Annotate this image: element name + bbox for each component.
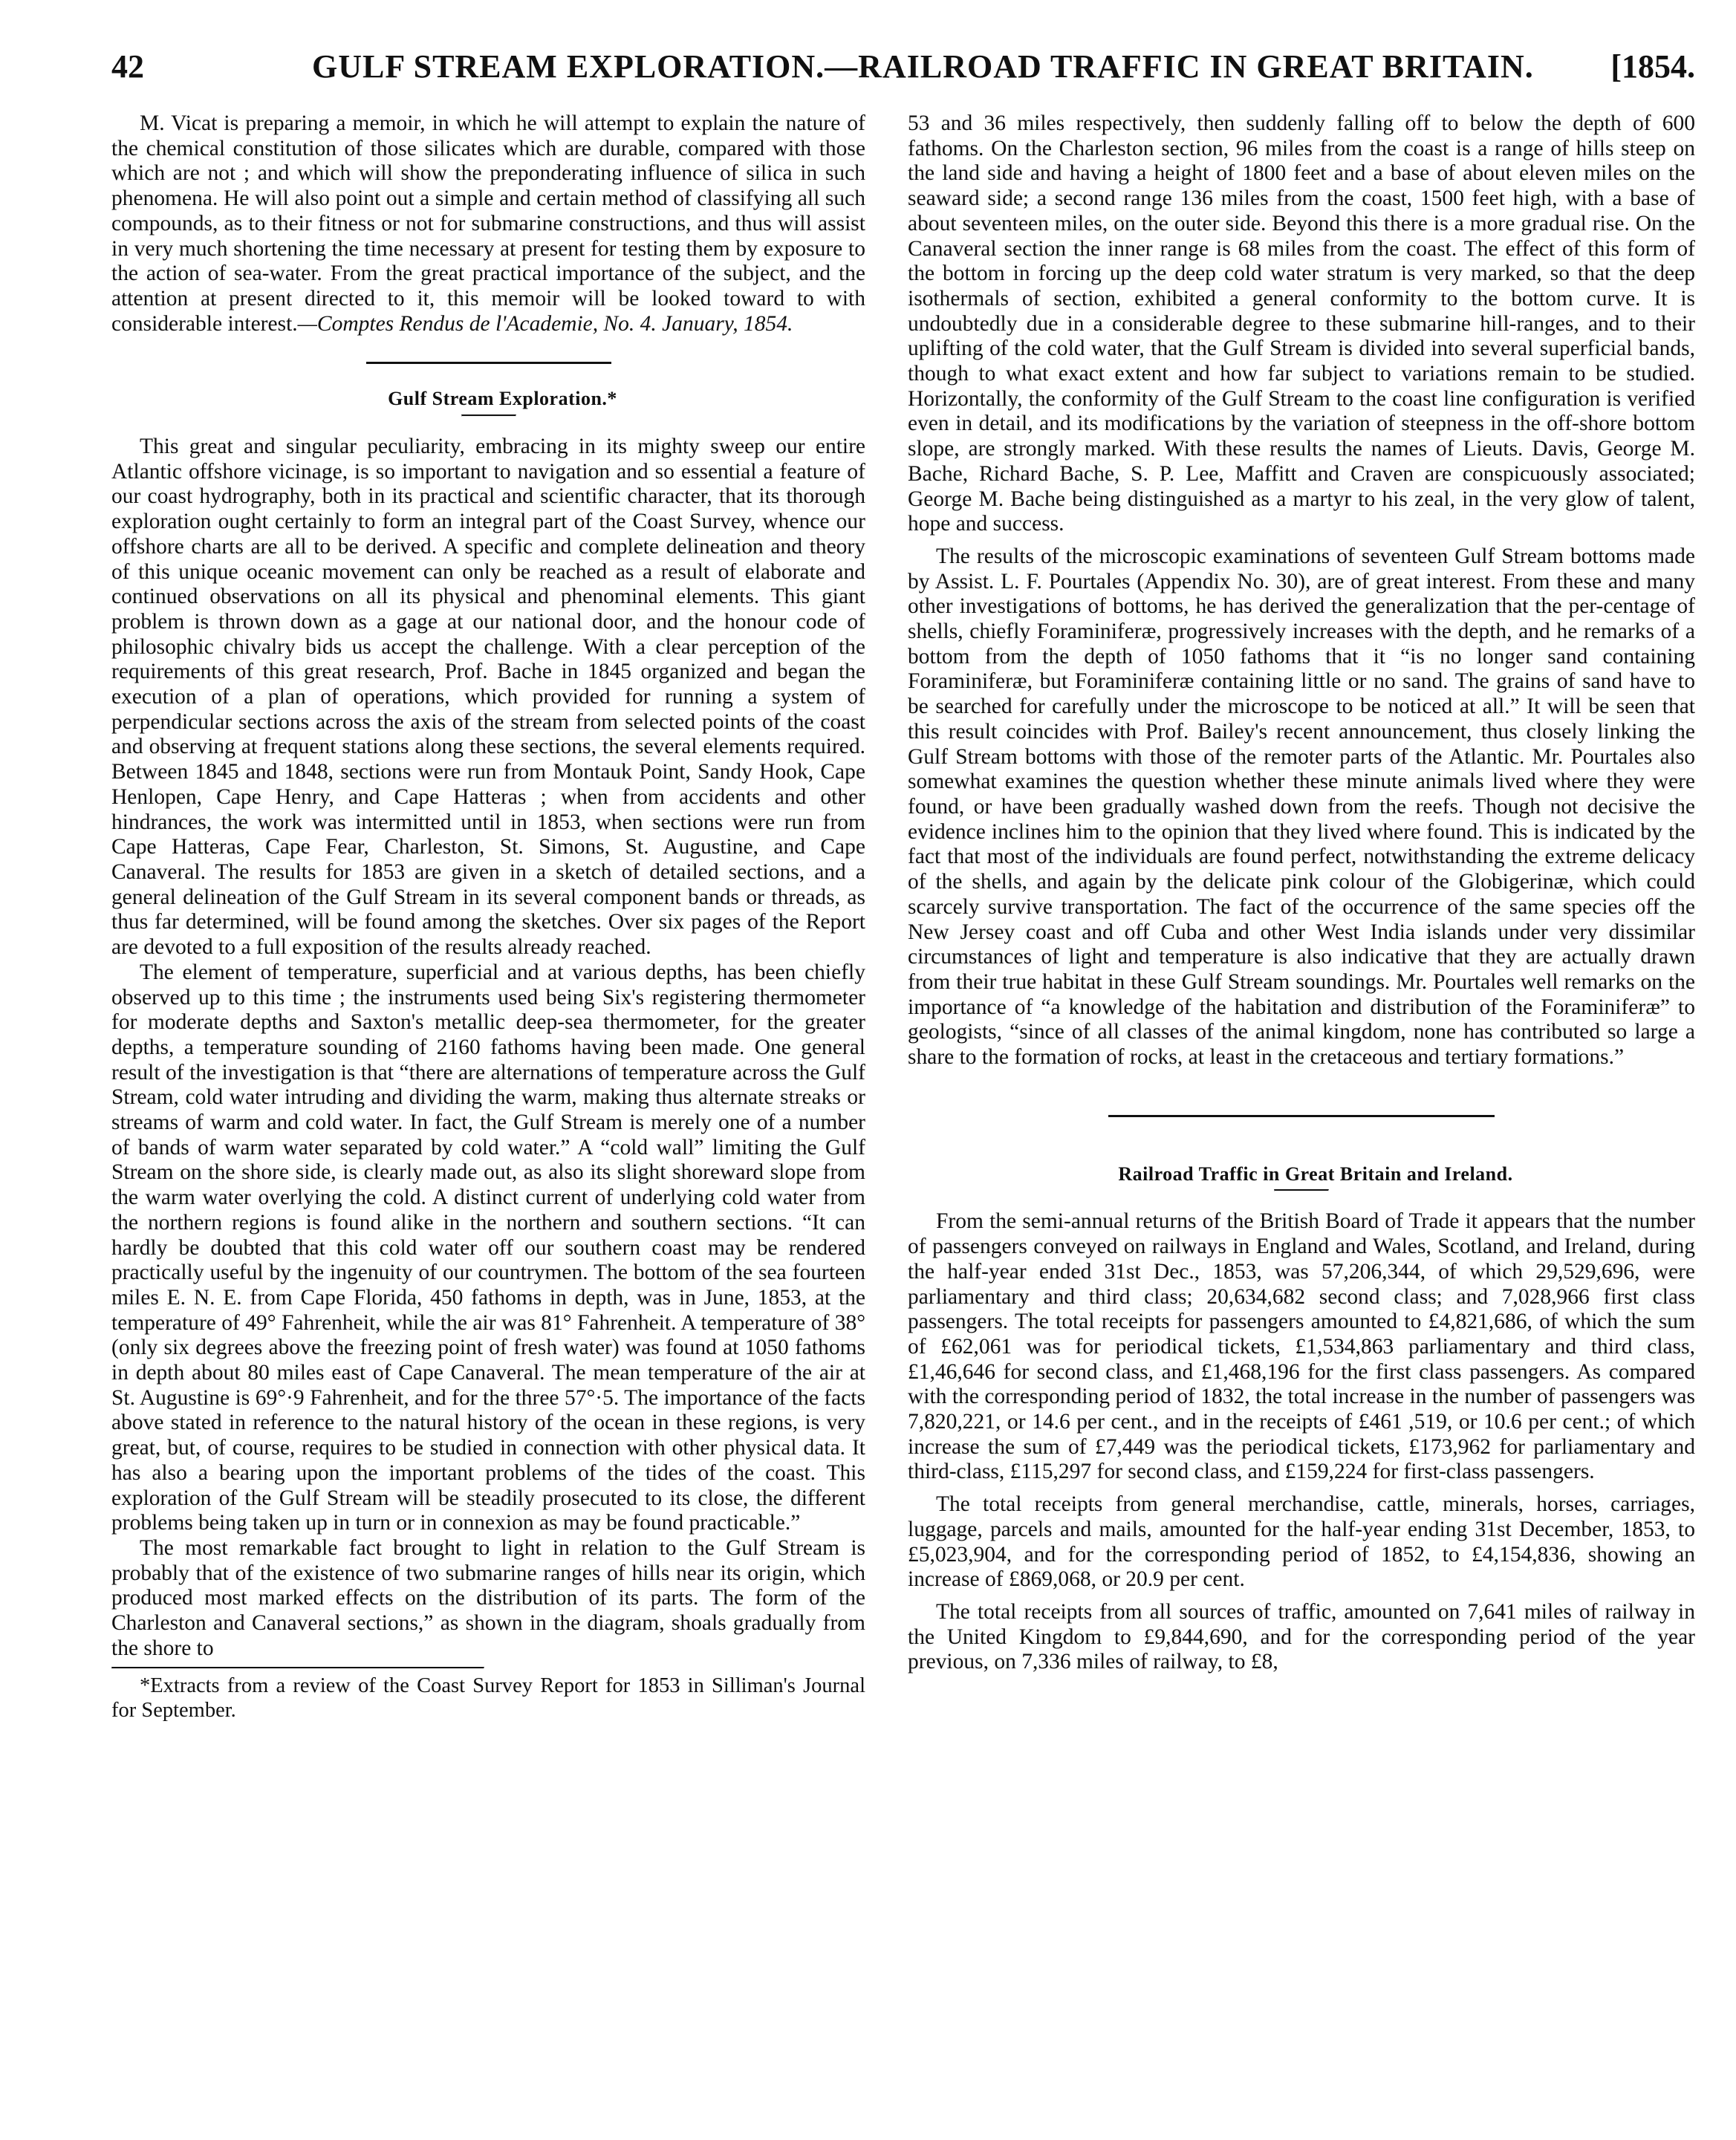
running-title: GULF STREAM EXPLORATION.—RAILROAD TRAFFIC IN GREAT BRITAIN.	[312, 48, 1534, 85]
gulf-paragraph: The element of temperature, superficial and at various depths, has been chiefly observed up to this time ; the instruments used being Six's registering thermometer for moderate depths and Saxton's metallic deep-sea thermometer, for the greater depths, a temperature sounding of 2160 fathoms having been made. One general result of the investigation is that “there are alternations of temperature across the Gulf Stream, cold water intruding and dividing the warm, making thus alternate streaks or streams of warm and cold water. In fact, the Gulf Stream is merely one of a number of bands of warm water separated by cold water.” A “cold wall” limiting the Gulf Stream on the shore side, is clearly made out, as also its slight shoreward slope from the warm water overlying the cold. A distinct current of underlying cold water from the northern regions is found alike in the northern and southern sections. “It can hardly be doubted that this cold water off our southern coast may be rendered practically useful by the ingenuity of our countrymen. The bottom of the sea fourteen miles E. N. E. from Cape Florida, 450 fathoms in depth, was in June, 1853, at the temperature of 49° Fahrenheit, while the air was 81° Fahrenheit. A temperature of 38° (only six degrees above the freezing point of fresh water) was found at 1050 fathoms in depth about 80 miles east of Cape Canaveral. The mean temperature of the air at St. Augustine is 69°·9 Fahrenheit, and for the three 57°·5. The importance of the facts above stated in reference to the natural history of the ocean in these regions, is very great, but, of course, requires to be studied in connection with other physical data. It has also a bearing upon the important problems of the tides of the coast. This exploration of the Gulf Stream will be steadily prosecuted to its close, the different problems being taken up in turn or in connexion as may be found practicable.”	[111, 960, 865, 1535]
vicat-paragraph	[111, 111, 865, 336]
vicat-text: M. Vicat is preparing a memoir, in which he will attempt to explain the nature of the chemical constitution of those silicates which are durable, compared with those which are not ; and which will show the preponderating influence of silica in such phenomena. He will also point out a simple and certain method of classifying all such compounds, as to their fitness or not for submarine constructions, and thus will assist in very much shortening the time necessary at present for testing them by exposure to the action of sea-water. From the great practical importance of the subject, and the attention at present directed to it, this memoir will be looked toward to with considerable interest.	[111, 111, 865, 336]
footnote-rule	[111, 1667, 484, 1669]
vicat-citation: —Comptes Rendus de l'Academie, No. 4. January, 1854.	[297, 311, 793, 336]
railroad-paragraph: From the semi-annual returns of the British Board of Trade it appears that the number of passengers conveyed on railways in England and Wales, Scotland, and Ireland, during the half-year ended 31st Dec., 1853, was 57,206,344, of which 29,529,696, were parliamentary and third class; 20,634,682 second class; and 7,028,966 first class passengers. The total receipts for passengers amounted to £4,821,686, of which the sum of £62,061 was for periodical tickets, £1,534,863 parliamentary and third class, £1,46,646 for second class, and £1,468,196 for the first class passengers. As compared with the corresponding period of 1832, the total increase in the number of passengers was 7,820,221, or 14.6 per cent., and in the receipts of £461 ,519, or 10.6 per cent.; of which increase the sum of £7,449 was the periodical tickets, £173,962 for parliamentary and third-class, £115,297 for second class, and £159,224 for first-class passengers.	[908, 1209, 1695, 1484]
year-label: [1854.	[1610, 48, 1695, 85]
right-column	[908, 111, 1695, 1675]
gulf-continued-paragraph: 53 and 36 miles respectively, then suddenly falling off to below the depth of 600 fathoms. On the Charleston section, 96 miles from the coast is a range of hills steep on the land side and having a height of 1800 feet and a base of about eleven miles on the seaward side; a second range 136 miles from the coast, 1500 feet high, with a base of about seventeen miles, on the outer side. Beyond this there is a more gradual rise. On the Canaveral section the inner range is 68 miles from the coast. The effect of this form of the bottom in forcing up the deep cold water stratum is very marked, so that the deep isothermals of section, exhibited a general conformity to the bottom curve. It is undoubtedly due in a considerable degree to these submarine hill-ranges, and to their uplifting of the cold water, that the Gulf Stream is divided into several superficial bands, though to what exact extent and how far subject to variations remain to be studied. Horizontally, the conformity of the Gulf Stream to the coast line configuration is verified even in detail, and its modifications by the variation of steepness in the off-shore bottom slope, are strongly marked. With these results the names of Lieuts. Davis, George M. Bache, Richard Bache, S. P. Lee, Maffitt and Craven are conspicuously associated; George M. Bache being distinguished as a martyr to his zeal, in the very glow of talent, hope and success.	[908, 111, 1695, 536]
footnote: *Extracts from a review of the Coast Survey Report for 1853 in Silliman's Journal for September.	[111, 1674, 865, 1723]
left-column	[111, 111, 865, 1723]
gulf-paragraph: This great and singular peculiarity, embracing in its mighty sweep our entire Atlantic offshore vicinage, is so important to navigation and so essential a feature of our coast hydrography, both in its practical and scientific character, that its thorough exploration ought certainly to form an integral part of the Coast Survey, whence our offshore charts are all to be derived. A specific and complete delineation and theory of this unique oceanic movement can only be reached as a result of elaborate and continued observations on all its physical and phenominal elements. This giant problem is thrown down as a gage at our national door, and the honour code of philosophic chivalry bids us accept the challenge. With a clear perception of the requirements of this great research, Prof. Bache in 1845 organized and began the execution of a plan of operations, which provided for running a system of perpendicular sections across the axis of the stream from selected points of the coast and observing at frequent stations along these sections, the several elements required. Between 1845 and 1848, sections were run from Montauk Point, Sandy Hook, Cape Henlopen, Cape Henry, and Cape Hatteras ; when from accidents and other hindrances, the work was intermitted until in 1853, when sections were run from Cape Hatteras, Cape Fear, Charleston, St. Simons, St. Augustine, and Cape Canaveral. The results for 1853 are given in a sketch of detailed sections, and a general delineation of the Gulf Stream in its several component bands or threads, as thus far determined, will be found among the sketches. Over six pages of the Report are devoted to a full exposition of the results already reached.	[111, 435, 865, 960]
railroad-paragraph: The total receipts from all sources of traffic, amounted on 7,641 miles of railway in the United Kingdom to £9,844,690, and for the corresponding period of the year previous, on 7,336 miles of railway, to £8,	[908, 1599, 1695, 1674]
gulf-section-title: Gulf Stream Exploration.*	[388, 388, 617, 410]
railroad-paragraph: The total receipts from general merchandise, cattle, minerals, horses, carriages, luggage, parcels and mails, amounted for the half-year ending 31st December, 1853, to £5,023,904, and for the corresponding period of 1852, to £4,154,836, showing an increase of £869,068, or 20.9 per cent.	[908, 1492, 1695, 1592]
running-header	[111, 43, 1695, 95]
gulf-paragraph: The most remarkable fact brought to light in relation to the Gulf Stream is probably that of the existence of two submarine ranges of hills near its origin, which produced most marked effects on the distribution of its parts. The form of the Charleston and Canaveral sections,” as shown in the diagram, shoals gradually from the shore to	[111, 1535, 865, 1660]
gulf-paragraph: The results of the microscopic examinations of seventeen Gulf Stream bottoms made by Assist. L. F. Pourtales (Appendix No. 30), are of great interest. From these and many other investigations of bottoms, he has derived the generalization that the per-centage of shells, chiefly Foraminiferæ, progressively increases with the depth, and he remarks of a bottom from the depth of 1050 fathoms that it “is no longer sand containing Foraminiferæ, but Foraminiferæ containing little or no sand. The grains of sand have to be searched for carefully under the microscope to be noticed at all.” It will be seen that this result coincides with Prof. Bailey's recent announcement, thus closely linking the Gulf Stream bottoms with those of the remoter parts of the Atlantic. Mr. Pourtales also somewhat examines the question whether these minute animals lived where they were found, or have been gradually washed down from the reefs. Though not decisive the evidence inclines him to the opinion that they lived where found. This is indicated by the fact that most of the individuals are found perfect, notwithstanding the extreme delicacy of the shells, and again by the delicate pink colour of the Globigerinæ, which could scarcely survive transportation. The fact of the occurrence of the same species off the New Jersey coast and off Cuba and other West India islands under very dissimilar circumstances of light and temperature is also indicative that they are actually drawn from their true habitat in these Gulf Stream soundings. Mr. Pourtales well remarks on the importance of “a knowledge of the habitation and distribution of the Foraminiferæ” to geologists, “since of all classes of the animal kingdom, none has contributed so large a share to the formation of rocks, at least in the cretaceous and tertiary formations.”	[908, 544, 1695, 1070]
railroad-section-title: Railroad Traffic in Great Britain and Ireland.	[1118, 1162, 1513, 1185]
page-number: 42	[111, 48, 144, 85]
